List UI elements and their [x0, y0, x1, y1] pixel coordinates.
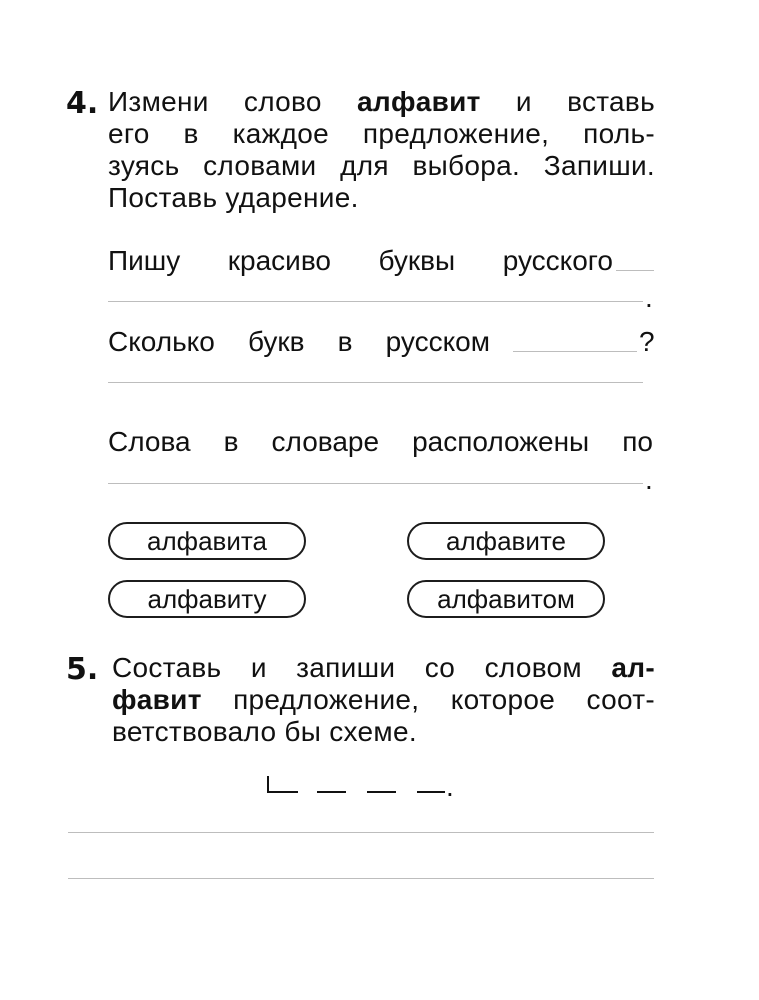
scheme-end-mark: . [446, 771, 454, 802]
scheme-capital-word [268, 776, 298, 792]
text: Измени слово [108, 86, 322, 117]
task-4-number: 4. [66, 86, 99, 121]
word: красиво [227, 245, 331, 276]
task-4-line-4: Поставь ударение. [108, 182, 359, 213]
answer-line-inline[interactable] [513, 351, 637, 352]
word: Слова [108, 426, 191, 457]
task-5-line-3: ветствовало бы схеме. [112, 716, 417, 747]
choice-alfavite[interactable]: алфавите [407, 522, 605, 560]
answer-line[interactable] [68, 878, 654, 879]
answer-line[interactable] [108, 483, 643, 484]
word: букв [247, 326, 305, 357]
task-5-instruction [112, 652, 655, 748]
answer-line[interactable] [68, 832, 654, 833]
choice-alfavitu[interactable]: алфавиту [108, 580, 306, 618]
word: русском [385, 326, 490, 357]
sentence-end-mark: . [645, 464, 653, 495]
sentence-scheme [262, 772, 462, 802]
task-4-line-3: зуясь словами для выбора. Запиши. [108, 150, 655, 181]
word: Сколько [108, 326, 215, 357]
sentence-end-mark: . [645, 282, 653, 313]
choice-alfavitom[interactable]: алфавитом [407, 580, 605, 618]
keyword-alfavit: фавит [112, 684, 202, 715]
word: Пишу [108, 245, 181, 276]
task-4-line-2: его в каждое предложение, поль- [108, 118, 655, 149]
task-5-line-2 [112, 684, 655, 716]
text: предложение, которое соот- [233, 684, 655, 715]
answer-line[interactable] [108, 301, 643, 302]
sentence-3 [108, 426, 653, 458]
task-5-number: 5. [66, 652, 99, 687]
task-4-instruction [108, 86, 655, 214]
word: расположены [412, 426, 590, 457]
word: по [622, 426, 653, 457]
sentence-end-mark: ? [639, 326, 655, 357]
text: и вставь [515, 86, 655, 117]
word: буквы [378, 245, 456, 276]
word: русского [502, 245, 613, 276]
answer-line[interactable] [108, 382, 643, 383]
keyword-alfavit: ал- [611, 652, 655, 683]
word: в [337, 326, 353, 357]
choice-alfavita[interactable]: алфавита [108, 522, 306, 560]
task-4-line-1 [108, 86, 655, 118]
sentence-1 [108, 245, 613, 277]
sentence-2 [108, 326, 490, 358]
word: в [223, 426, 239, 457]
keyword-alfavit: алфавит [357, 86, 481, 117]
answer-line-inline[interactable] [616, 270, 654, 271]
task-5-line-1 [112, 652, 655, 684]
text: Составь и запиши со словом [112, 652, 582, 683]
word: словаре [271, 426, 380, 457]
